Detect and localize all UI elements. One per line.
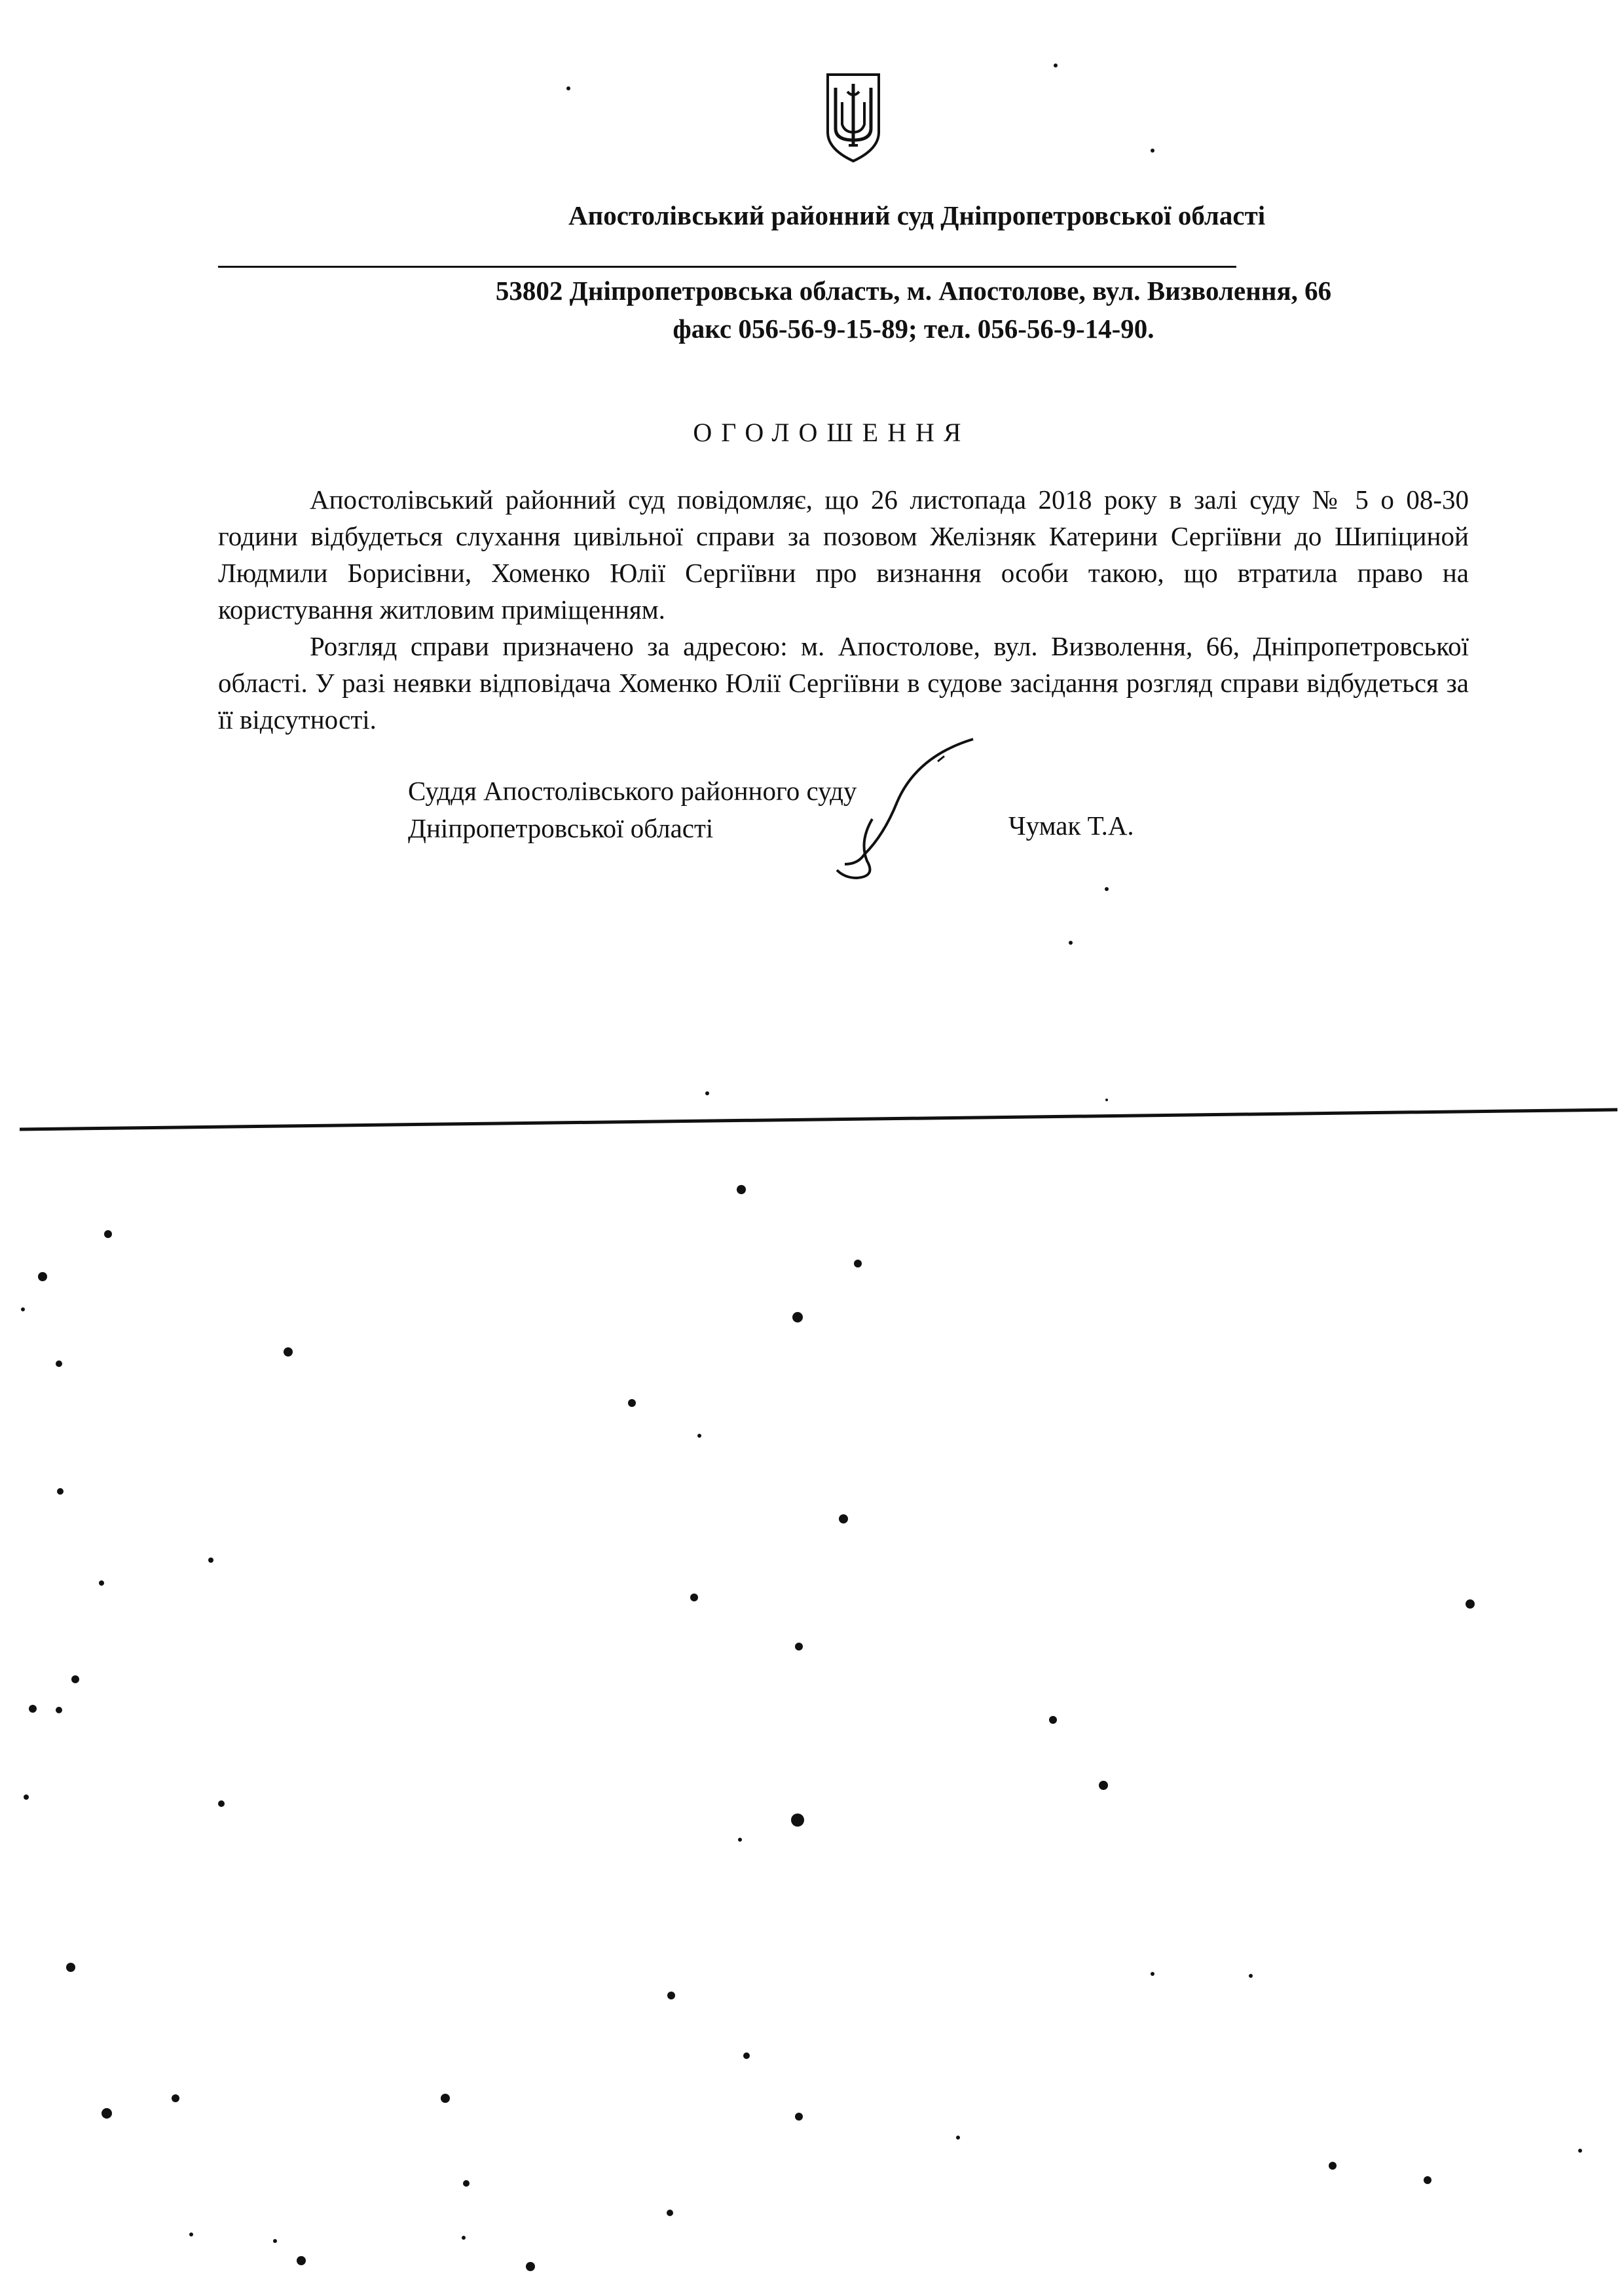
signature-position-line-1: Суддя Апостолівського районного суду bbox=[408, 776, 857, 806]
document-title: ОГОЛОШЕННЯ bbox=[693, 418, 970, 447]
court-name: Апостолівський районний суд Дніпропетровської області bbox=[568, 200, 1266, 230]
announcement-paragraph-1: Апостолівський районний суд повідомляє, що 26 листопада 2018 року в залі суду № 5 о 08-30 години відбудеться слухання цивільної справи за позовом Желізняк Катерини Сергіївни до Шипіциной Людмили Борисівни, Хоменко Юлії Сергіївни про визнання особи такою, що втратила право на користування житловим приміщенням. bbox=[218, 484, 1469, 625]
judge-name: Чумак Т.А. bbox=[1008, 811, 1134, 841]
court-address: 53802 Дніпропетровська область, м. Апостолове, вул. Визволення, 66 bbox=[495, 276, 1332, 306]
announcement-paragraph-2: Розгляд справи призначено за адресою: м. Апостолове, вул. Визволення, 66, Дніпропетровської області. У разі неявки відповідача Хоменко Юлії Сергіївни в судове засідання розгляд справи відбудеться за її відсутності. bbox=[218, 631, 1469, 735]
signature-position-line-2: Дніпропетровської області bbox=[408, 813, 714, 843]
court-contacts: факс 056-56-9-15-89; тел. 056-56-9-14-90. bbox=[673, 314, 1154, 344]
